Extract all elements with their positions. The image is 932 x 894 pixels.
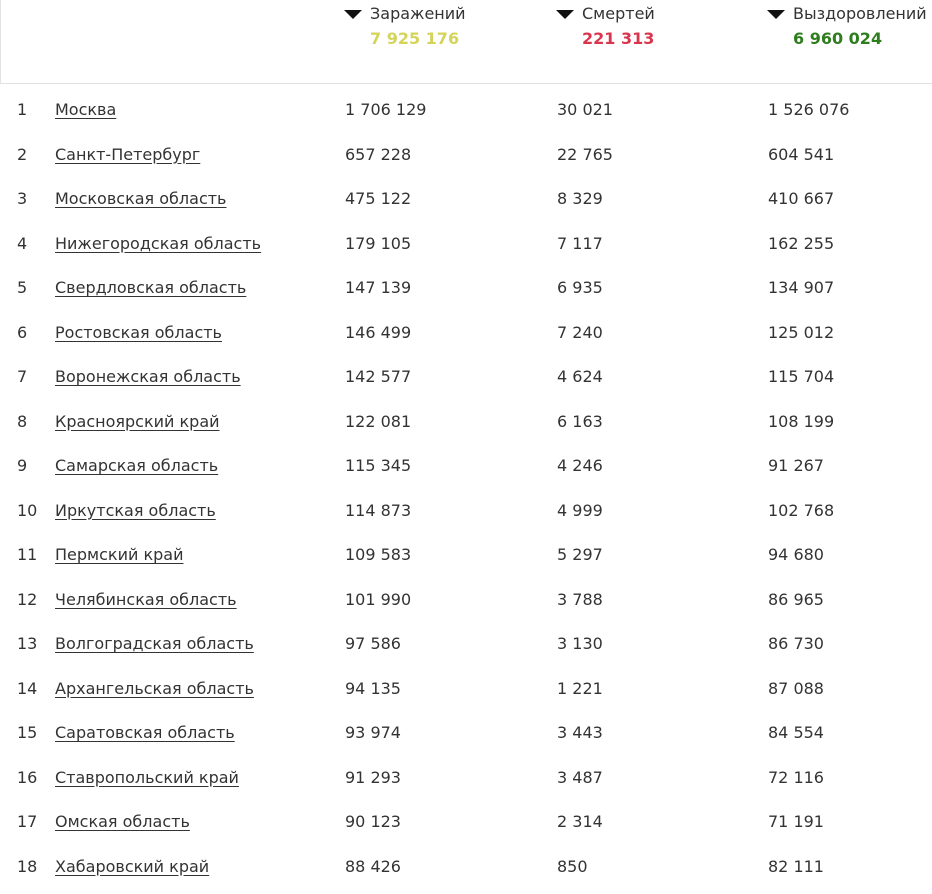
table-row: [0, 756, 932, 801]
recovered-cell: 87 088: [768, 678, 824, 698]
rank-cell: 14: [17, 678, 38, 698]
rank-cell: 11: [17, 545, 38, 564]
deaths-cell: 6 935: [557, 278, 603, 297]
rank-cell: 18: [17, 856, 38, 876]
table-row: [0, 489, 932, 534]
rank-cell: 6: [17, 322, 28, 342]
table-row: [0, 711, 932, 756]
infected-cell: 1 706 129: [345, 100, 427, 119]
deaths-cell: 7 117: [557, 233, 603, 253]
recovered-cell: 115 704: [768, 367, 835, 386]
infected-cell: 146 499: [345, 322, 412, 342]
infected-cell: 114 873: [345, 500, 412, 520]
infected-cell: 475 122: [345, 189, 412, 208]
recovered-cell: 125 012: [768, 322, 835, 342]
deaths-cell: 3 487: [557, 767, 603, 787]
infected-cell: 147 139: [345, 278, 412, 297]
deaths-cell: 30 021: [557, 100, 613, 119]
sort-recovered-header[interactable]: [767, 4, 927, 48]
table-row: [0, 533, 932, 578]
infected-label: Заражений: [370, 4, 466, 23]
deaths-cell: 5 297: [557, 545, 603, 564]
table-row: [0, 88, 932, 133]
recovered-cell: 86 730: [768, 634, 824, 653]
table-row: [0, 177, 932, 222]
table-row: [0, 222, 932, 267]
infected-cell: 101 990: [345, 589, 412, 609]
deaths-total: 221 313: [582, 29, 655, 48]
deaths-cell: 3 788: [557, 589, 603, 609]
table-row: [0, 578, 932, 623]
sort-down-icon: [344, 10, 362, 19]
recovered-cell: 134 907: [768, 278, 835, 297]
recovered-label-line: [767, 4, 927, 23]
region-link[interactable]: Челябинская область: [55, 589, 237, 609]
recovered-cell: 410 667: [768, 189, 835, 208]
deaths-cell: 3 130: [557, 634, 603, 653]
infected-cell: 142 577: [345, 367, 412, 386]
rank-cell: 10: [17, 500, 38, 520]
recovered-cell: 162 255: [768, 233, 835, 253]
deaths-cell: 2 314: [557, 812, 603, 831]
infected-cell: 91 293: [345, 767, 401, 787]
region-link[interactable]: Ростовская область: [55, 322, 222, 342]
table-row: [0, 133, 932, 178]
recovered-cell: 1 526 076: [768, 100, 850, 119]
infected-cell: 122 081: [345, 411, 412, 431]
region-link[interactable]: Пермский край: [55, 545, 184, 564]
rank-cell: 1: [17, 100, 28, 119]
infected-cell: 97 586: [345, 634, 401, 653]
deaths-cell: 8 329: [557, 189, 603, 208]
recovered-cell: 72 116: [768, 767, 824, 787]
region-link[interactable]: Ставропольский край: [55, 767, 239, 787]
deaths-cell: 850: [557, 856, 588, 876]
region-link[interactable]: Санкт-Петербург: [55, 144, 201, 164]
recovered-cell: 604 541: [768, 144, 835, 164]
rank-cell: 15: [17, 723, 38, 742]
table-row: [0, 266, 932, 311]
deaths-cell: 7 240: [557, 322, 603, 342]
rank-cell: 17: [17, 812, 38, 831]
recovered-label: Выздоровлений: [793, 4, 927, 23]
region-link[interactable]: Московская область: [55, 189, 227, 208]
infected-total: 7 925 176: [370, 29, 460, 48]
table-row: [0, 800, 932, 845]
infected-cell: 179 105: [345, 233, 412, 253]
rank-cell: 7: [17, 367, 28, 386]
region-link[interactable]: Свердловская область: [55, 278, 247, 297]
infected-cell: 88 426: [345, 856, 401, 876]
sort-down-icon: [767, 10, 785, 19]
recovered-cell: 82 111: [768, 856, 824, 876]
recovered-total: 6 960 024: [793, 29, 883, 48]
table-body: [0, 88, 932, 889]
region-link[interactable]: Самарская область: [55, 456, 219, 475]
deaths-cell: 4 999: [557, 500, 603, 520]
rank-cell: 4: [17, 233, 28, 253]
region-link[interactable]: Саратовская область: [55, 723, 235, 742]
region-link[interactable]: Хабаровский край: [55, 856, 210, 876]
infected-cell: 94 135: [345, 678, 401, 698]
deaths-cell: 4 624: [557, 367, 603, 386]
sort-down-icon: [556, 10, 574, 19]
infected-cell: 657 228: [345, 144, 412, 164]
recovered-cell: 94 680: [768, 545, 824, 564]
table-row: [0, 444, 932, 489]
region-link[interactable]: Москва: [55, 100, 117, 119]
rank-cell: 13: [17, 634, 38, 653]
deaths-cell: 1 221: [557, 678, 603, 698]
sort-infected-header[interactable]: [344, 4, 466, 48]
deaths-cell: 22 765: [557, 144, 613, 164]
rank-cell: 9: [17, 456, 28, 475]
region-link[interactable]: Волгоградская область: [55, 634, 254, 653]
recovered-cell: 86 965: [768, 589, 824, 609]
recovered-cell: 108 199: [768, 411, 835, 431]
infected-cell: 90 123: [345, 812, 401, 831]
table-row: [0, 355, 932, 400]
rank-cell: 3: [17, 189, 28, 208]
deaths-cell: 4 246: [557, 456, 603, 475]
table-row: [0, 667, 932, 712]
recovered-cell: 71 191: [768, 812, 824, 831]
rank-cell: 8: [17, 411, 28, 431]
deaths-cell: 6 163: [557, 411, 603, 431]
sort-deaths-header[interactable]: [556, 4, 655, 48]
recovered-cell: 91 267: [768, 456, 824, 475]
table-row: [0, 845, 932, 890]
recovered-cell: 84 554: [768, 723, 824, 742]
rank-cell: 5: [17, 278, 28, 297]
region-link[interactable]: Воронежская область: [55, 367, 241, 386]
rank-cell: 12: [17, 589, 38, 609]
infected-cell: 93 974: [345, 723, 401, 742]
deaths-label: Смертей: [582, 4, 655, 23]
infected-cell: 115 345: [345, 456, 412, 475]
recovered-cell: 102 768: [768, 500, 835, 520]
region-link[interactable]: Красноярский край: [55, 411, 220, 431]
table-row: [0, 400, 932, 445]
table-row: [0, 311, 932, 356]
table-header: [0, 0, 932, 84]
rank-cell: 16: [17, 767, 38, 787]
deaths-cell: 3 443: [557, 723, 603, 742]
region-link[interactable]: Архангельская область: [55, 678, 254, 698]
infected-cell: 109 583: [345, 545, 412, 564]
region-link[interactable]: Нижегородская область: [55, 233, 262, 253]
deaths-label-line: [556, 4, 655, 23]
infected-label-line: [344, 4, 466, 23]
region-link[interactable]: Омская область: [55, 812, 190, 831]
rank-cell: 2: [17, 144, 28, 164]
region-link[interactable]: Иркутская область: [55, 500, 216, 520]
table-row: [0, 622, 932, 667]
